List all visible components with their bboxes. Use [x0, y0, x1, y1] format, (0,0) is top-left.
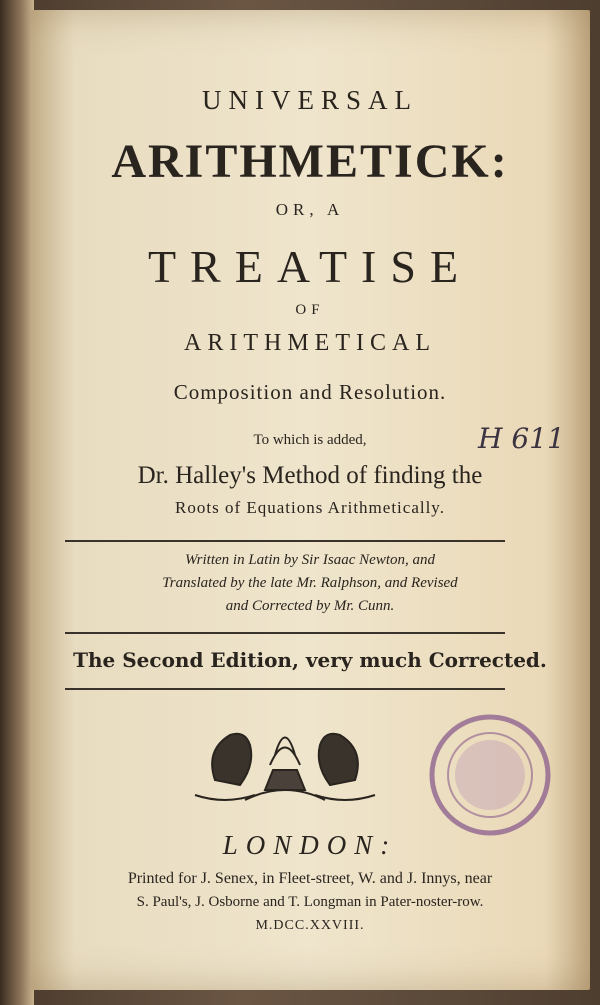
roots-line: Roots of Equations Arithmetically.: [175, 498, 445, 517]
subtitle-composition: Composition and Resolution.: [173, 380, 447, 404]
divider-rule: [65, 632, 505, 634]
divider-rule: [65, 540, 505, 542]
imprint-date: M.DCC.XXVIII.: [255, 918, 365, 933]
divider-rule: [65, 688, 505, 690]
imprint-line-1: Printed for J. Senex, in Fleet-street, W. and J. Innys, near: [127, 870, 493, 887]
title-line-universal: UNIVERSAL: [202, 85, 418, 115]
title-line-or-a: OR, A: [275, 200, 345, 219]
added-note: To which is added,: [253, 432, 367, 448]
edition-statement: The Second Edition, very much Corrected.: [73, 648, 547, 672]
book-spine-edge: [0, 0, 34, 1005]
title-line-treatise: TREATISE: [147, 241, 473, 292]
author-line-2: Translated by the late Mr. Ralphson, and Revised: [162, 575, 458, 591]
library-stamp-icon: [425, 710, 555, 840]
imprint-line-2: S. Paul's, J. Osborne and T. Longman in Pater-noster-row.: [136, 894, 484, 910]
author-line-1: Written in Latin by Sir Isaac Newton, and: [185, 552, 435, 568]
handwritten-shelfmark: H 611: [478, 422, 565, 455]
title-line-of: OF: [295, 302, 325, 318]
author-line-3: and Corrected by Mr. Cunn.: [225, 598, 395, 614]
title-page: [30, 10, 590, 990]
title-line-arithmetical: ARITHMETICAL: [184, 330, 436, 356]
imprint-place: LONDON:: [222, 830, 398, 860]
title-line-arithmetick: ARITHMETICK:: [111, 135, 509, 188]
halley-method-line: Dr. Halley's Method of finding the: [137, 462, 483, 489]
printers-ornament-icon: [185, 710, 385, 810]
